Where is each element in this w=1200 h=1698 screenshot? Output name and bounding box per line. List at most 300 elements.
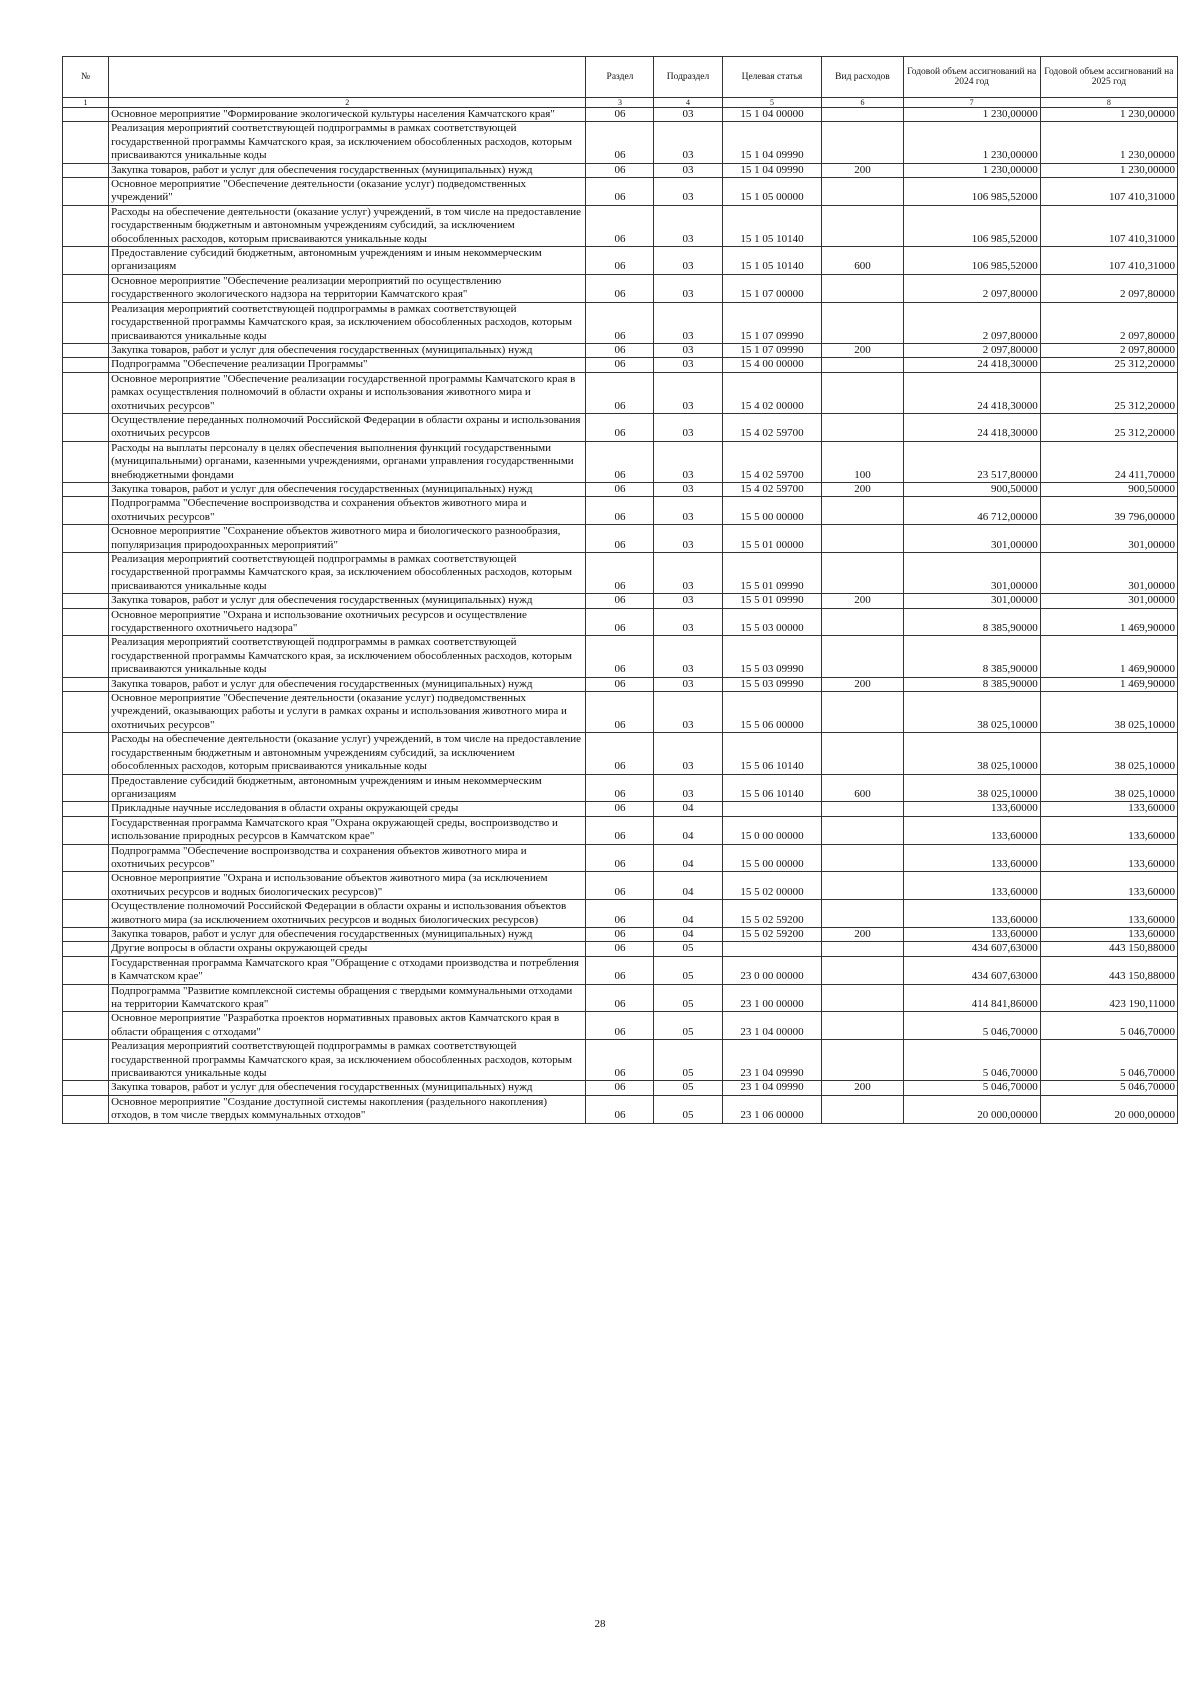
row-section: 06	[586, 372, 654, 413]
header-subsection: Подраздел	[654, 57, 722, 98]
row-number	[63, 900, 109, 928]
row-section: 06	[586, 677, 654, 691]
row-target-code: 15 1 04 09990	[722, 163, 822, 177]
row-amount-2025: 1 469,90000	[1040, 677, 1177, 691]
row-section: 06	[586, 343, 654, 357]
row-number	[63, 636, 109, 677]
table-row	[63, 692, 1178, 733]
row-name: Основное мероприятие "Формирование экологической культуры населения Камчатского края"	[109, 108, 586, 122]
row-name: Подпрограмма "Обеспечение воспроизводства и сохранения объектов животного мира и охотничьих ресурсов"	[109, 497, 586, 525]
row-amount-2025: 1 230,00000	[1040, 163, 1177, 177]
row-number	[63, 816, 109, 844]
row-number	[63, 525, 109, 553]
budget-table	[62, 56, 1178, 1124]
row-amount-2024: 301,00000	[903, 594, 1040, 608]
row-section: 06	[586, 984, 654, 1012]
row-name: Основное мероприятие "Обеспечение деятельности (оказание услуг) подведомственных учреждений, оказывающих работы и услуги в рамках охраны и использования животного мира и охотничьих ресурсов"	[109, 692, 586, 733]
row-amount-2024: 434 607,63000	[903, 956, 1040, 984]
row-target-code: 15 4 02 59700	[722, 441, 822, 482]
row-amount-2024: 434 607,63000	[903, 942, 1040, 956]
table-row	[63, 636, 1178, 677]
row-subsection: 03	[654, 413, 722, 441]
row-expense-type: 200	[822, 343, 903, 357]
row-target-code: 15 1 05 10140	[722, 205, 822, 246]
table-row	[63, 1040, 1178, 1081]
row-subsection: 05	[654, 1040, 722, 1081]
row-amount-2024: 133,60000	[903, 927, 1040, 941]
row-name: Прикладные научные исследования в области охраны окружающей среды	[109, 802, 586, 816]
row-amount-2024: 23 517,80000	[903, 441, 1040, 482]
row-subsection: 03	[654, 594, 722, 608]
table-row	[63, 872, 1178, 900]
row-subsection: 03	[654, 274, 722, 302]
row-expense-type	[822, 1040, 903, 1081]
row-amount-2024: 106 985,52000	[903, 247, 1040, 275]
header-row	[63, 57, 1178, 98]
row-name: Закупка товаров, работ и услуг для обеспечения государственных (муниципальных) нужд	[109, 163, 586, 177]
row-section: 06	[586, 1095, 654, 1123]
row-number	[63, 482, 109, 496]
row-amount-2024: 8 385,90000	[903, 636, 1040, 677]
row-name: Предоставление субсидий бюджетным, автономным учреждениям и иным некоммерческим организациям	[109, 774, 586, 802]
row-section: 06	[586, 692, 654, 733]
row-subsection: 04	[654, 927, 722, 941]
row-expense-type	[822, 844, 903, 872]
row-amount-2025: 1 469,90000	[1040, 608, 1177, 636]
row-number	[63, 497, 109, 525]
row-name: Основное мероприятие "Обеспечение реализации мероприятий по осуществлению государственного экологического надзора на территории Камчатского края"	[109, 274, 586, 302]
row-amount-2025: 900,50000	[1040, 482, 1177, 496]
row-subsection: 05	[654, 1012, 722, 1040]
row-amount-2025: 20 000,00000	[1040, 1095, 1177, 1123]
row-amount-2025: 443 150,88000	[1040, 942, 1177, 956]
row-expense-type	[822, 816, 903, 844]
row-name: Закупка товаров, работ и услуг для обеспечения государственных (муниципальных) нужд	[109, 1081, 586, 1095]
table-row	[63, 525, 1178, 553]
row-target-code: 15 5 03 09990	[722, 636, 822, 677]
row-name: Предоставление субсидий бюджетным, автономным учреждениям и иным некоммерческим организациям	[109, 247, 586, 275]
row-target-code: 23 1 06 00000	[722, 1095, 822, 1123]
row-subsection: 03	[654, 608, 722, 636]
row-name: Другие вопросы в области охраны окружающей среды	[109, 942, 586, 956]
row-amount-2024: 1 230,00000	[903, 122, 1040, 163]
row-amount-2024: 24 418,30000	[903, 413, 1040, 441]
row-subsection: 04	[654, 872, 722, 900]
row-section: 06	[586, 844, 654, 872]
page-number: 28	[594, 1618, 606, 1630]
row-amount-2024: 24 418,30000	[903, 358, 1040, 372]
row-expense-type: 200	[822, 1081, 903, 1095]
header-expense-type: Вид расходов	[822, 57, 903, 98]
row-section: 06	[586, 636, 654, 677]
row-name: Основное мероприятие "Сохранение объектов животного мира и биологического разнообразия, популяризация природоохранных мероприятий"	[109, 525, 586, 553]
row-amount-2025: 443 150,88000	[1040, 956, 1177, 984]
row-amount-2024: 5 046,70000	[903, 1040, 1040, 1081]
row-amount-2024: 8 385,90000	[903, 677, 1040, 691]
row-section: 06	[586, 956, 654, 984]
row-section: 06	[586, 1012, 654, 1040]
header-num: №	[63, 57, 109, 98]
table-row	[63, 178, 1178, 206]
table-row	[63, 594, 1178, 608]
row-subsection: 03	[654, 372, 722, 413]
row-expense-type	[822, 274, 903, 302]
row-subsection: 03	[654, 122, 722, 163]
row-amount-2025: 25 312,20000	[1040, 358, 1177, 372]
row-subsection: 03	[654, 108, 722, 122]
row-number	[63, 872, 109, 900]
row-section: 06	[586, 122, 654, 163]
row-target-code: 23 1 04 09990	[722, 1081, 822, 1095]
row-section: 06	[586, 872, 654, 900]
row-target-code: 15 5 00 00000	[722, 844, 822, 872]
row-target-code: 15 5 03 00000	[722, 608, 822, 636]
table-row	[63, 774, 1178, 802]
row-name: Осуществление переданных полномочий Российской Федерации в области охраны и использования охотничьих ресурсов	[109, 413, 586, 441]
row-expense-type	[822, 608, 903, 636]
row-target-code: 15 4 02 59700	[722, 482, 822, 496]
header-target: Целевая статья	[722, 57, 822, 98]
table-row	[63, 927, 1178, 941]
row-amount-2025: 301,00000	[1040, 594, 1177, 608]
row-section: 06	[586, 525, 654, 553]
row-amount-2024: 2 097,80000	[903, 274, 1040, 302]
row-expense-type: 200	[822, 594, 903, 608]
row-target-code: 15 1 05 10140	[722, 247, 822, 275]
row-section: 06	[586, 608, 654, 636]
row-section: 06	[586, 774, 654, 802]
row-name: Государственная программа Камчатского края "Обращение с отходами производства и потребления в Камчатском крае"	[109, 956, 586, 984]
table-row	[63, 677, 1178, 691]
row-amount-2024: 133,60000	[903, 816, 1040, 844]
row-name: Реализация мероприятий соответствующей подпрограммы в рамках соответствующей государственной программы Камчатского края, за исключением обособленных расходов, которым присваиваются уникальные коды	[109, 302, 586, 343]
row-amount-2025: 133,60000	[1040, 900, 1177, 928]
column-number: 5	[722, 98, 822, 108]
row-amount-2024: 1 230,00000	[903, 163, 1040, 177]
row-expense-type: 600	[822, 247, 903, 275]
row-amount-2025: 38 025,10000	[1040, 733, 1177, 774]
row-amount-2025: 38 025,10000	[1040, 774, 1177, 802]
row-expense-type	[822, 900, 903, 928]
row-section: 06	[586, 163, 654, 177]
table-row	[63, 1081, 1178, 1095]
table-row	[63, 108, 1178, 122]
row-name: Основное мероприятие "Охрана и использование охотничьих ресурсов и осуществление государственного охотничьего надзора"	[109, 608, 586, 636]
row-number	[63, 1081, 109, 1095]
column-number: 8	[1040, 98, 1177, 108]
row-target-code: 15 1 07 09990	[722, 343, 822, 357]
table-row	[63, 956, 1178, 984]
row-number	[63, 692, 109, 733]
row-amount-2024: 8 385,90000	[903, 608, 1040, 636]
row-target-code: 15 4 02 00000	[722, 372, 822, 413]
row-expense-type: 200	[822, 482, 903, 496]
row-expense-type: 100	[822, 441, 903, 482]
row-number	[63, 274, 109, 302]
row-section: 06	[586, 900, 654, 928]
row-section: 06	[586, 302, 654, 343]
table-row	[63, 1095, 1178, 1123]
table-row	[63, 816, 1178, 844]
row-expense-type	[822, 497, 903, 525]
row-target-code: 15 5 01 00000	[722, 525, 822, 553]
row-subsection: 05	[654, 984, 722, 1012]
row-target-code: 15 5 02 59200	[722, 927, 822, 941]
column-number: 7	[903, 98, 1040, 108]
row-amount-2025: 5 046,70000	[1040, 1012, 1177, 1040]
row-name: Закупка товаров, работ и услуг для обеспечения государственных (муниципальных) нужд	[109, 482, 586, 496]
header-year-2024: Годовой объем ассигнований на 2024 год	[903, 57, 1040, 98]
row-subsection: 04	[654, 816, 722, 844]
row-amount-2025: 39 796,00000	[1040, 497, 1177, 525]
table-row	[63, 482, 1178, 496]
row-name: Реализация мероприятий соответствующей подпрограммы в рамках соответствующей государственной программы Камчатского края, за исключением обособленных расходов, которым присваиваются уникальные коды	[109, 1040, 586, 1081]
row-target-code: 15 5 06 10140	[722, 733, 822, 774]
row-subsection: 03	[654, 677, 722, 691]
row-target-code: 15 1 05 00000	[722, 178, 822, 206]
row-amount-2025: 301,00000	[1040, 525, 1177, 553]
row-name: Закупка товаров, работ и услуг для обеспечения государственных (муниципальных) нужд	[109, 927, 586, 941]
row-name: Основное мероприятие "Создание доступной системы накопления (раздельного накопления) отходов, в том числе твердых коммунальных отходов"	[109, 1095, 586, 1123]
row-amount-2025: 107 410,31000	[1040, 178, 1177, 206]
row-number	[63, 553, 109, 594]
row-number	[63, 927, 109, 941]
row-section: 06	[586, 733, 654, 774]
table-row	[63, 942, 1178, 956]
row-amount-2025: 1 469,90000	[1040, 636, 1177, 677]
row-amount-2025: 423 190,11000	[1040, 984, 1177, 1012]
row-number	[63, 802, 109, 816]
row-amount-2025: 133,60000	[1040, 872, 1177, 900]
row-target-code: 23 1 00 00000	[722, 984, 822, 1012]
row-number	[63, 205, 109, 246]
row-subsection: 03	[654, 178, 722, 206]
row-number	[63, 413, 109, 441]
row-subsection: 03	[654, 163, 722, 177]
row-amount-2025: 2 097,80000	[1040, 302, 1177, 343]
header-section: Раздел	[586, 57, 654, 98]
row-name: Реализация мероприятий соответствующей подпрограммы в рамках соответствующей государственной программы Камчатского края, за исключением обособленных расходов, которым присваиваются уникальные коды	[109, 553, 586, 594]
row-number	[63, 774, 109, 802]
row-subsection: 03	[654, 247, 722, 275]
row-amount-2025: 133,60000	[1040, 844, 1177, 872]
row-target-code: 15 4 02 59700	[722, 413, 822, 441]
row-section: 06	[586, 497, 654, 525]
row-subsection: 04	[654, 844, 722, 872]
row-number	[63, 302, 109, 343]
row-amount-2024: 24 418,30000	[903, 372, 1040, 413]
row-amount-2024: 414 841,86000	[903, 984, 1040, 1012]
row-expense-type	[822, 692, 903, 733]
column-number: 6	[822, 98, 903, 108]
row-name: Основное мероприятие "Обеспечение деятельности (оказание услуг) подведомственных учреждений"	[109, 178, 586, 206]
row-amount-2025: 107 410,31000	[1040, 247, 1177, 275]
row-section: 06	[586, 802, 654, 816]
row-target-code: 15 5 01 09990	[722, 553, 822, 594]
row-expense-type	[822, 1012, 903, 1040]
row-subsection: 03	[654, 441, 722, 482]
header-year-2025: Годовой объем ассигнований на 2025 год	[1040, 57, 1177, 98]
row-name: Реализация мероприятий соответствующей подпрограммы в рамках соответствующей государственной программы Камчатского края, за исключением обособленных расходов, которым присваиваются уникальные коды	[109, 636, 586, 677]
row-section: 06	[586, 205, 654, 246]
row-amount-2025: 38 025,10000	[1040, 692, 1177, 733]
row-number	[63, 956, 109, 984]
row-number	[63, 343, 109, 357]
row-target-code: 15 4 00 00000	[722, 358, 822, 372]
row-subsection: 04	[654, 802, 722, 816]
row-name: Подпрограмма "Обеспечение воспроизводства и сохранения объектов животного мира и охотничьих ресурсов"	[109, 844, 586, 872]
row-amount-2024: 38 025,10000	[903, 692, 1040, 733]
row-subsection: 03	[654, 525, 722, 553]
row-name: Подпрограмма "Развитие комплексной системы обращения с твердыми коммунальными отходами на территории Камчатского края"	[109, 984, 586, 1012]
row-amount-2025: 5 046,70000	[1040, 1040, 1177, 1081]
row-target-code: 15 5 06 10140	[722, 774, 822, 802]
table-row	[63, 441, 1178, 482]
table-row	[63, 343, 1178, 357]
row-number	[63, 984, 109, 1012]
row-section: 06	[586, 942, 654, 956]
row-expense-type	[822, 1095, 903, 1123]
row-section: 06	[586, 358, 654, 372]
row-section: 06	[586, 927, 654, 941]
row-amount-2024: 133,60000	[903, 900, 1040, 928]
row-amount-2025: 301,00000	[1040, 553, 1177, 594]
row-amount-2025: 25 312,20000	[1040, 413, 1177, 441]
row-amount-2024: 133,60000	[903, 844, 1040, 872]
table-row	[63, 372, 1178, 413]
row-subsection: 03	[654, 774, 722, 802]
row-amount-2024: 106 985,52000	[903, 205, 1040, 246]
row-expense-type	[822, 636, 903, 677]
row-name: Реализация мероприятий соответствующей подпрограммы в рамках соответствующей государственной программы Камчатского края, за исключением обособленных расходов, которым присваиваются уникальные коды	[109, 122, 586, 163]
row-number	[63, 372, 109, 413]
row-target-code: 15 5 03 09990	[722, 677, 822, 691]
row-amount-2024: 2 097,80000	[903, 302, 1040, 343]
row-subsection: 05	[654, 1095, 722, 1123]
table-row	[63, 553, 1178, 594]
row-expense-type: 200	[822, 677, 903, 691]
row-section: 06	[586, 594, 654, 608]
row-target-code: 15 1 04 09990	[722, 122, 822, 163]
table-row	[63, 274, 1178, 302]
row-amount-2024: 38 025,10000	[903, 774, 1040, 802]
row-name: Расходы на выплаты персоналу в целях обеспечения выполнения функций государственными (муниципальными) органами, казенными учреждениями, органами управления государственными внебюджетными фондами	[109, 441, 586, 482]
row-expense-type: 200	[822, 163, 903, 177]
row-subsection: 03	[654, 553, 722, 594]
row-number	[63, 1095, 109, 1123]
table-row	[63, 900, 1178, 928]
row-subsection: 03	[654, 302, 722, 343]
row-amount-2024: 20 000,00000	[903, 1095, 1040, 1123]
table-row	[63, 497, 1178, 525]
row-name: Основное мероприятие "Охрана и использование объектов животного мира (за исключением охотничьих ресурсов и водных биологических ресурсов)"	[109, 872, 586, 900]
column-number: 2	[109, 98, 586, 108]
row-expense-type	[822, 872, 903, 900]
row-section: 06	[586, 482, 654, 496]
row-subsection: 03	[654, 358, 722, 372]
row-subsection: 03	[654, 482, 722, 496]
table-row	[63, 1012, 1178, 1040]
row-section: 06	[586, 413, 654, 441]
row-expense-type	[822, 802, 903, 816]
row-target-code: 15 1 04 00000	[722, 108, 822, 122]
row-name: Закупка товаров, работ и услуг для обеспечения государственных (муниципальных) нужд	[109, 343, 586, 357]
table-row	[63, 302, 1178, 343]
column-number-row	[63, 98, 1178, 108]
row-target-code: 15 0 00 00000	[722, 816, 822, 844]
row-amount-2024: 5 046,70000	[903, 1081, 1040, 1095]
row-amount-2025: 1 230,00000	[1040, 122, 1177, 163]
row-amount-2024: 46 712,00000	[903, 497, 1040, 525]
row-name: Основное мероприятие "Разработка проектов нормативных правовых актов Камчатского края в области обращения с отходами"	[109, 1012, 586, 1040]
table-row	[63, 358, 1178, 372]
row-number	[63, 1040, 109, 1081]
row-amount-2024: 301,00000	[903, 553, 1040, 594]
row-subsection: 05	[654, 942, 722, 956]
row-target-code: 15 5 02 59200	[722, 900, 822, 928]
row-amount-2025: 133,60000	[1040, 927, 1177, 941]
row-expense-type	[822, 956, 903, 984]
row-amount-2025: 25 312,20000	[1040, 372, 1177, 413]
row-number	[63, 122, 109, 163]
row-expense-type: 200	[822, 927, 903, 941]
table-row	[63, 733, 1178, 774]
table-row	[63, 802, 1178, 816]
row-target-code	[722, 802, 822, 816]
row-section: 06	[586, 108, 654, 122]
row-number	[63, 677, 109, 691]
row-number	[63, 733, 109, 774]
row-amount-2024: 133,60000	[903, 872, 1040, 900]
row-target-code: 23 1 04 09990	[722, 1040, 822, 1081]
row-amount-2024: 38 025,10000	[903, 733, 1040, 774]
table-row	[63, 205, 1178, 246]
row-amount-2024: 106 985,52000	[903, 178, 1040, 206]
row-name: Закупка товаров, работ и услуг для обеспечения государственных (муниципальных) нужд	[109, 594, 586, 608]
row-subsection: 03	[654, 343, 722, 357]
row-number	[63, 1012, 109, 1040]
row-subsection: 04	[654, 900, 722, 928]
row-amount-2025: 2 097,80000	[1040, 274, 1177, 302]
row-section: 06	[586, 274, 654, 302]
row-section: 06	[586, 553, 654, 594]
row-subsection: 03	[654, 733, 722, 774]
row-number	[63, 247, 109, 275]
row-number	[63, 163, 109, 177]
row-subsection: 05	[654, 1081, 722, 1095]
row-name: Расходы на обеспечение деятельности (оказание услуг) учреждений, в том числе на предоставление государственным бюджетным и автономным учреждениям субсидий, за исключением обособленных расходов, которым присваиваются уникальные коды	[109, 205, 586, 246]
row-expense-type	[822, 205, 903, 246]
row-name: Подпрограмма "Обеспечение реализации Программы"	[109, 358, 586, 372]
row-amount-2024: 133,60000	[903, 802, 1040, 816]
row-subsection: 05	[654, 956, 722, 984]
row-subsection: 03	[654, 692, 722, 733]
row-target-code: 15 1 07 09990	[722, 302, 822, 343]
row-section: 06	[586, 247, 654, 275]
row-number	[63, 844, 109, 872]
row-expense-type	[822, 942, 903, 956]
row-target-code	[722, 942, 822, 956]
row-section: 06	[586, 441, 654, 482]
row-target-code: 15 5 00 00000	[722, 497, 822, 525]
row-section: 06	[586, 1081, 654, 1095]
table-row	[63, 163, 1178, 177]
table-row	[63, 413, 1178, 441]
table-row	[63, 608, 1178, 636]
row-number	[63, 108, 109, 122]
row-expense-type	[822, 553, 903, 594]
column-number: 4	[654, 98, 722, 108]
